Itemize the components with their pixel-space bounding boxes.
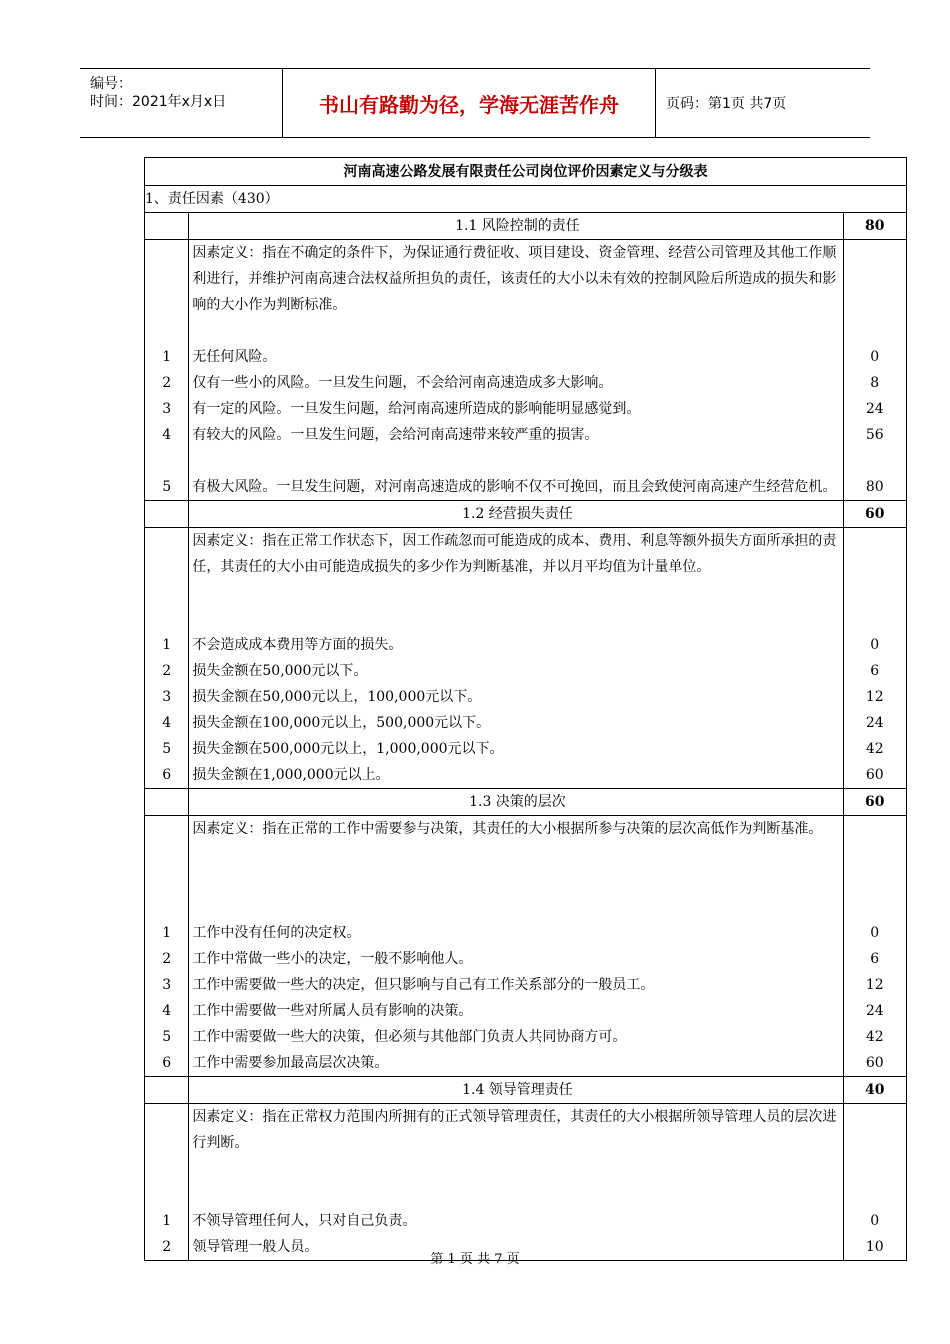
empty-cell [145,1104,189,1209]
level-row [145,684,907,710]
level-row [145,370,907,396]
evaluation-table [144,157,907,1261]
level-number: 6 [145,1050,189,1077]
level-description: 领导管理一般人员。 [189,1234,843,1261]
level-score: 0 [843,344,906,370]
level-description: 工作中需要做一些大的决定，但只影响与自己有工作关系部分的一般员工。 [189,972,843,998]
level-row [145,1024,907,1050]
section-header-row [145,1077,907,1104]
section-points: 60 [843,501,906,528]
section-points: 40 [843,1077,906,1104]
level-score: 8 [843,370,906,396]
level-number: 4 [145,422,189,448]
document-number-label: 编号： [90,76,132,92]
level-number: 1 [145,920,189,946]
section-header-row [145,213,907,240]
level-score: 12 [843,684,906,710]
level-row [145,762,907,789]
level-score: 0 [843,632,906,658]
level-score: 10 [843,1234,906,1261]
factor-definition: 因素定义：指在正常工作状态下，因工作疏忽而可能造成的成本、费用、利息等额外损失方面所承担的责任，其责任的大小由可能造成损失的多少作为判断基准，并以月平均值为计量单位。 [189,528,843,633]
level-row [145,396,907,422]
level-row [145,736,907,762]
section-name: 1.4 领导管理责任 [189,1077,843,1104]
level-description: 工作中需要参加最高层次决策。 [189,1050,843,1077]
level-row [145,422,907,448]
level-number: 3 [145,396,189,422]
header-motto: 书山有路勤为径，学海无涯苦作舟 [319,92,619,117]
level-description: 工作中需要做一些大的决策，但必须与其他部门负责人共同协商方可。 [189,1024,843,1050]
level-number: 2 [145,946,189,972]
factor-definition: 因素定义：指在正常权力范围内所拥有的正式领导管理责任，其责任的大小根据所领导管理人员的层次进行判断。 [189,1104,843,1209]
level-row [145,1208,907,1234]
section-name: 1.2 经营损失责任 [189,501,843,528]
level-description: 损失金额在500,000元以上，1,000,000元以下。 [189,736,843,762]
level-row [145,632,907,658]
level-description: 不领导管理任何人，只对自己负责。 [189,1208,843,1234]
level-score: 6 [843,658,906,684]
level-description: 无任何风险。 [189,344,843,370]
level-number: 3 [145,972,189,998]
definition-row [145,528,907,633]
level-score: 80 [843,448,906,501]
page-header [80,68,870,138]
section-points: 80 [843,213,906,240]
level-description: 有极大风险。一旦发生问题，对河南高速造成的影响不仅不可挽回，而且会致使河南高速产生经营危机。 [189,448,843,501]
empty-cell [145,528,189,633]
level-description: 不会造成成本费用等方面的损失。 [189,632,843,658]
factor-definition: 因素定义：指在正常的工作中需要参与决策，其责任的大小根据所参与决策的层次高低作为判断基准。 [189,816,843,921]
level-score: 42 [843,1024,906,1050]
definition-row [145,816,907,921]
level-score: 60 [843,762,906,789]
empty-cell [145,240,189,345]
level-score: 0 [843,1208,906,1234]
definition-row [145,240,907,345]
level-description: 损失金额在100,000元以上，500,000元以下。 [189,710,843,736]
empty-cell [843,528,906,633]
level-description: 有一定的风险。一旦发生问题，给河南高速所造成的影响能明显感觉到。 [189,396,843,422]
level-row [145,946,907,972]
level-description: 工作中没有任何的决定权。 [189,920,843,946]
empty-cell [843,240,906,345]
section-header-row [145,789,907,816]
level-number: 4 [145,710,189,736]
document-date: 时间：2021年x月x日 [90,94,227,110]
level-description: 损失金额在50,000元以下。 [189,658,843,684]
level-row [145,710,907,736]
level-number: 5 [145,448,189,501]
level-row [145,998,907,1024]
level-number: 2 [145,370,189,396]
level-description: 仅有一些小的风险。一旦发生问题，不会给河南高速造成多大影响。 [189,370,843,396]
header-meta [80,69,282,137]
level-number: 1 [145,1208,189,1234]
level-score: 24 [843,998,906,1024]
page-footer: 第 1 页 共 7 页 [430,1252,520,1267]
factor-definition: 因素定义：指在不确定的条件下，为保证通行费征收、项目建设、资金管理、经营公司管理及其他工作顺利进行，并维护河南高速合法权益所担负的责任，该责任的大小以未有效的控制风险后所造成的损失和影响的大小作为判断标准。 [189,240,843,345]
table-title: 河南高速公路发展有限责任公司岗位评价因素定义与分级表 [145,158,907,186]
level-description: 损失金额在1,000,000元以上。 [189,762,843,789]
level-score: 56 [843,422,906,448]
level-number: 4 [145,998,189,1024]
level-description: 有较大的风险。一旦发生问题，会给河南高速带来较严重的损害。 [189,422,843,448]
level-score: 0 [843,920,906,946]
empty-cell [843,816,906,921]
level-score: 12 [843,972,906,998]
level-row [145,448,907,501]
level-number: 5 [145,736,189,762]
level-row [145,972,907,998]
empty-cell [145,816,189,921]
section-index-cell [145,789,189,816]
section-name: 1.1 风险控制的责任 [189,213,843,240]
definition-row [145,1104,907,1209]
level-score: 42 [843,736,906,762]
header-page-info: 页码：第1页 共7页 [666,96,787,112]
level-row [145,920,907,946]
section-index-cell [145,1077,189,1104]
level-number: 1 [145,632,189,658]
section-name: 1.3 决策的层次 [189,789,843,816]
section-index-cell [145,501,189,528]
level-score: 60 [843,1050,906,1077]
level-score: 24 [843,396,906,422]
level-number: 5 [145,1024,189,1050]
section-index-cell [145,213,189,240]
level-number: 2 [145,1234,189,1261]
section-header-row [145,501,907,528]
section-points: 60 [843,789,906,816]
level-description: 损失金额在50,000元以上，100,000元以下。 [189,684,843,710]
level-score: 6 [843,946,906,972]
empty-cell [843,1104,906,1209]
level-description: 工作中常做一些小的决定，一般不影响他人。 [189,946,843,972]
level-number: 3 [145,684,189,710]
level-row [145,344,907,370]
category-label: 1、责任因素（430） [145,186,907,213]
level-description: 工作中需要做一些对所属人员有影响的决策。 [189,998,843,1024]
level-number: 1 [145,344,189,370]
level-number: 6 [145,762,189,789]
level-row [145,1050,907,1077]
level-number: 2 [145,658,189,684]
level-score: 24 [843,710,906,736]
level-row [145,658,907,684]
